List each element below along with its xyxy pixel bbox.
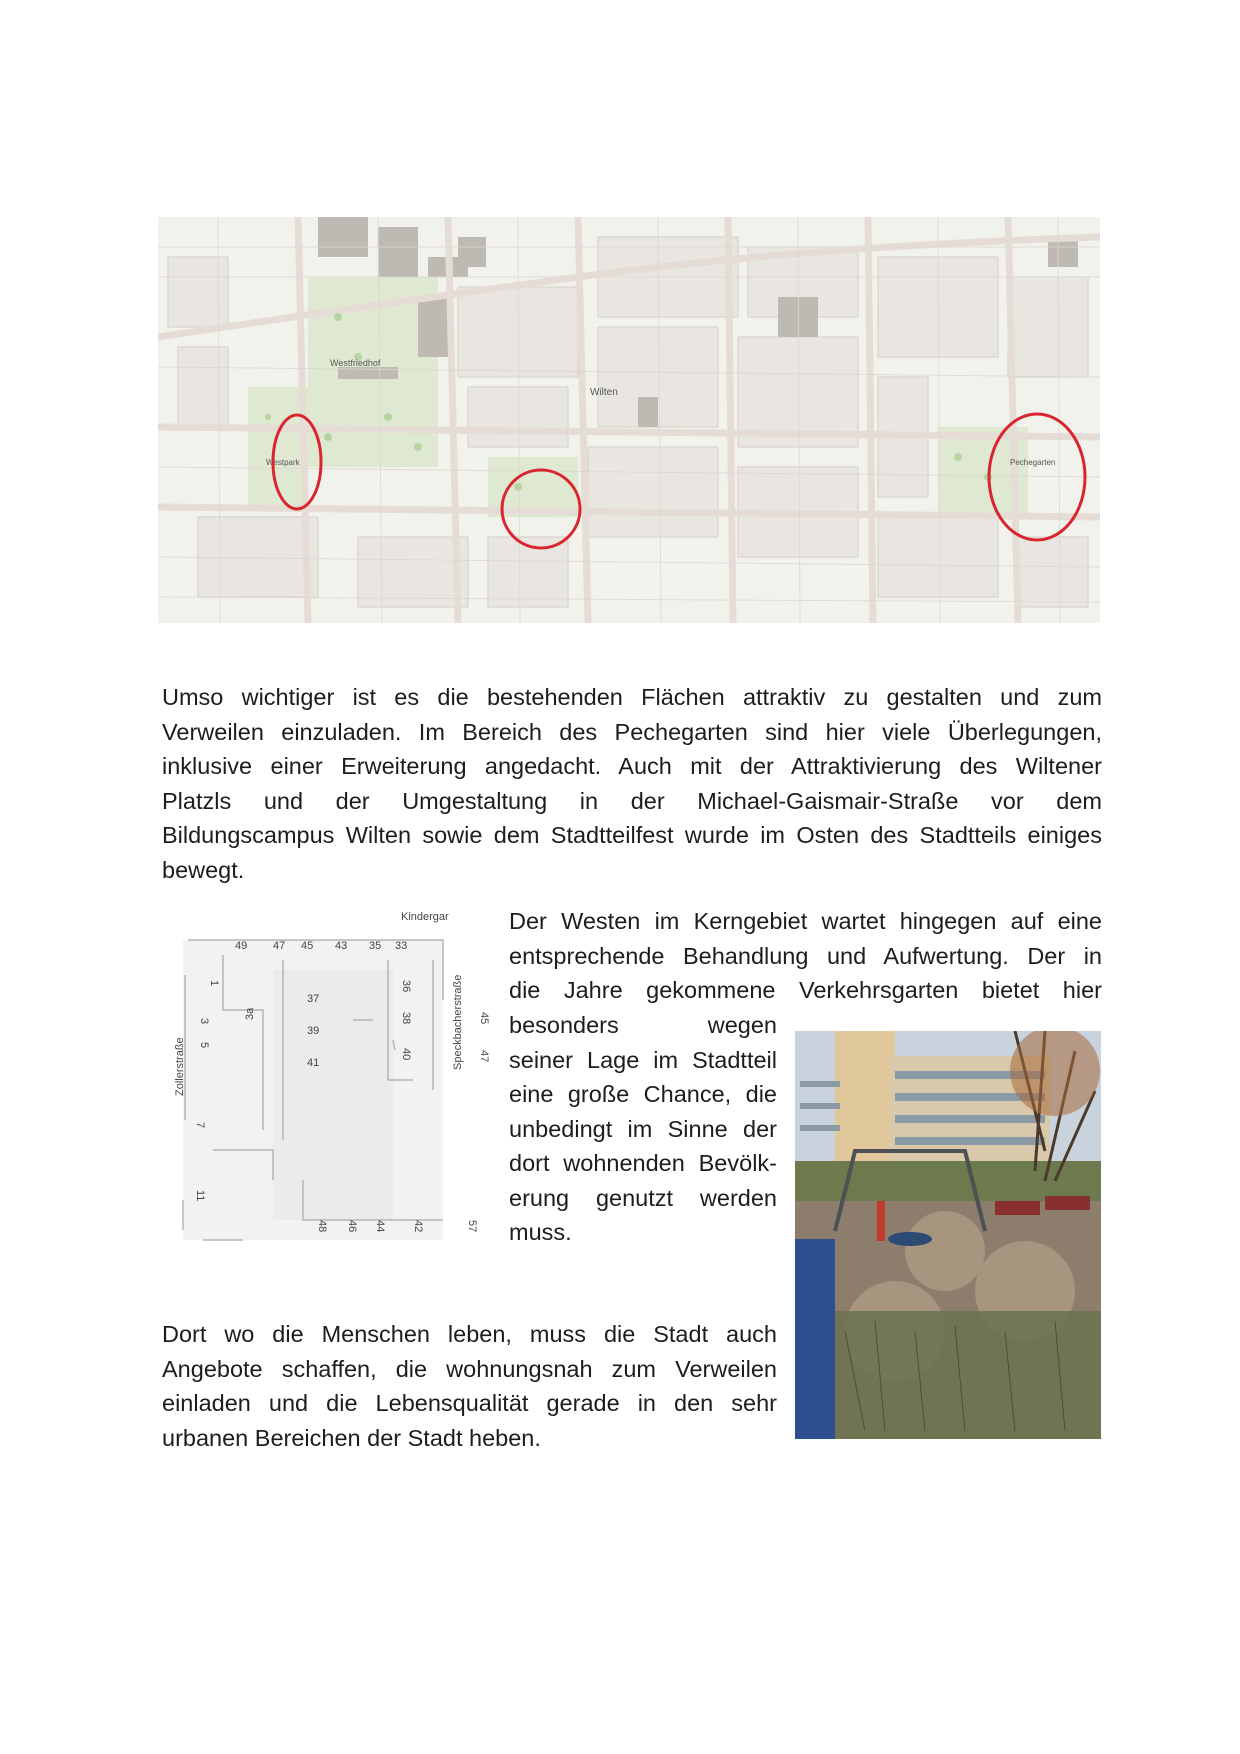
house-number: 40 (400, 1048, 412, 1061)
label-wilten: Wilten (590, 387, 618, 398)
paragraph-2-line: erung genutzt werden (509, 1184, 777, 1211)
paragraph-1-line: Umso wichtiger ist es die bestehenden Flächen attraktiv zu gestalten und zum (162, 684, 1102, 710)
house-number: 38 (400, 1012, 412, 1025)
label-pechegarten: Pechegarten (1010, 458, 1056, 467)
paragraph-2-line: unbedingt im Sinne der (509, 1115, 777, 1142)
paragraph-1-line: Bildungscampus Wilten sowie dem Stadtteilfest wurde im Osten des Stadtteils einiges (162, 822, 1102, 848)
street-zollerstrasse: Zollerstraße (174, 1037, 186, 1096)
label-westfriedhof: Westfriedhof (330, 358, 381, 368)
city-map-graphic (158, 217, 1100, 623)
house-number: 57 (466, 1220, 478, 1233)
house-number: 39 (307, 1025, 320, 1037)
house-number: 49 (235, 940, 248, 952)
paragraph-2-line: eine große Chance, die (509, 1081, 777, 1107)
paragraph-2-line: entsprechende Behandlung und Aufwertung. Der in (509, 942, 1102, 969)
paragraph-2-line: muss. (509, 1219, 572, 1245)
house-number: 11 (194, 1190, 206, 1202)
house-number: 44 (374, 1220, 386, 1233)
paragraph-1-line: inklusive einer Erweiterung angedacht. Auch mit der Attraktivierung des Wiltener (162, 753, 1102, 779)
house-number: 46 (346, 1220, 358, 1233)
site-plan-graphic (163, 900, 493, 1250)
house-number: 33 (395, 940, 408, 952)
house-number: 3a (244, 1007, 256, 1020)
paragraph-2-continued (509, 1008, 777, 1250)
playground-photo (795, 1031, 1101, 1439)
label-westpark: Westpark (266, 458, 300, 467)
house-number: 45 (478, 1012, 490, 1025)
paragraph-1-line: bewegt. (162, 856, 245, 883)
house-number: 43 (335, 940, 348, 952)
house-number: 35 (369, 940, 382, 952)
label-kindergarten: Kindergar (401, 911, 449, 923)
paragraph-1 (162, 680, 1102, 887)
house-number: 48 (316, 1220, 328, 1233)
paragraph-2-line: seiner Lage im Stadtteil (509, 1046, 777, 1073)
house-number: 36 (400, 980, 412, 993)
house-number: 41 (307, 1057, 320, 1069)
house-number: 47 (273, 940, 286, 952)
city-map (158, 217, 1100, 623)
paragraph-2-line: dort wohnenden Bevölk- (509, 1150, 777, 1176)
house-number: 42 (412, 1220, 424, 1233)
paragraph-2-line: Der Westen im Kerngebiet wartet hingegen auf eine (509, 908, 1102, 934)
house-number: 37 (307, 993, 320, 1005)
house-number: 3 (198, 1018, 210, 1025)
paragraph-1-line: Verweilen einzuladen. Im Bereich des Pechegarten sind hier viele Überlegungen, (162, 718, 1102, 745)
paragraph-3-line: Dort wo die Menschen leben, muss die Stadt auch (162, 1321, 777, 1347)
paragraph-3 (162, 1317, 777, 1455)
house-number: 45 (301, 940, 314, 952)
house-number: 47 (478, 1050, 490, 1063)
house-number: 1 (208, 980, 220, 987)
paragraph-2 (509, 904, 1102, 1008)
paragraph-3-line: Angebote schaffen, die wohnungsnah zum Verweilen (162, 1355, 777, 1382)
paragraph-3-line: urbanen Bereichen der Stadt heben. (162, 1424, 541, 1451)
paragraph-2-line: die Jahre gekommene Verkehrsgarten bietet hier (509, 977, 1102, 1003)
site-plan-map (163, 900, 493, 1250)
street-speckbacherstrasse: Speckbacherstraße (452, 974, 464, 1070)
paragraph-1-line: Platzls und der Umgestaltung in der Michael-Gaismair-Straße vor dem (162, 787, 1102, 814)
paragraph-3-line: einladen und die Lebensqualität gerade in den sehr (162, 1390, 777, 1416)
house-number: 5 (198, 1042, 210, 1049)
house-number: 7 (194, 1122, 206, 1129)
playground-photo-graphic (795, 1031, 1101, 1439)
paragraph-2-line: besonders wegen (509, 1012, 777, 1038)
